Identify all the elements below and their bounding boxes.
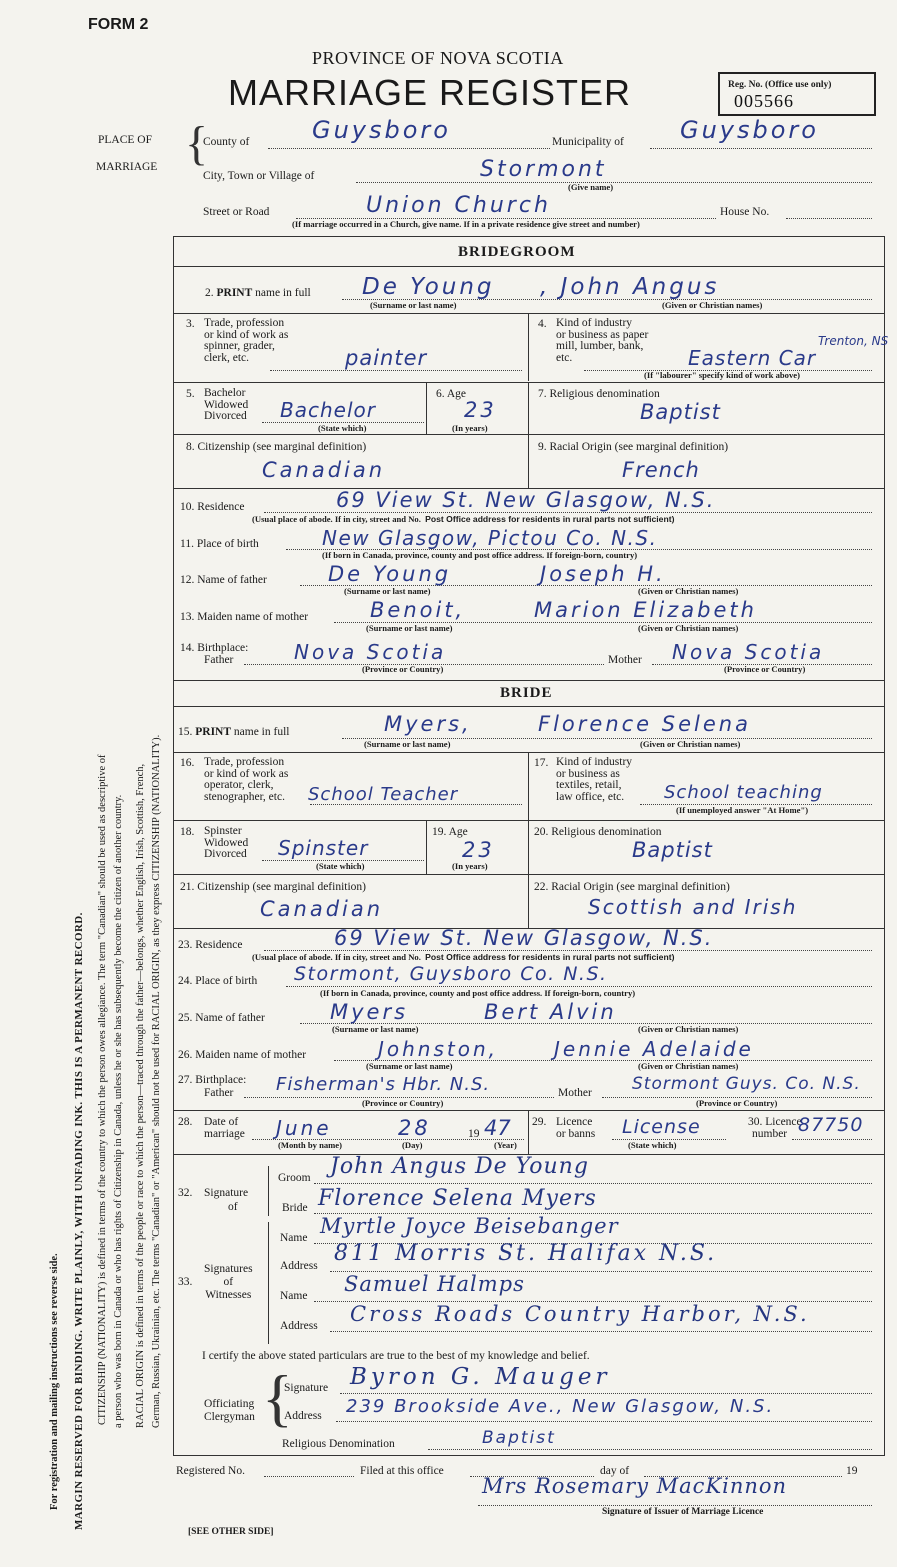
clergy-sig-label: Signature [284, 1382, 329, 1394]
groom-trade: painter [345, 346, 428, 370]
groom-industry: Eastern Car [688, 346, 817, 370]
bride-racial-label: 22. Racial Origin (see marginal definition) [534, 881, 730, 893]
groom-birth-label: 11. Place of birth [180, 538, 259, 550]
day-of-label: day of [600, 1465, 630, 1477]
city-label: City, Town or Village of [203, 170, 315, 182]
city-hint: (Give name) [568, 182, 614, 192]
bride-status: Spinster [278, 836, 369, 860]
month-hint: (Month by name) [278, 1140, 342, 1150]
margin-citizenship-2: a person who was born in Canada or who has rights of Citizenship in Canada, unless he or she has subsequently become the citizen of another country. [113, 794, 124, 1428]
groom-industry-hint: (If "labourer" specify kind of work above) [644, 370, 800, 380]
reg-number-label: Reg. No. (Office use only) [728, 80, 832, 90]
bride-bp-label: 27. Birthplace: [178, 1074, 247, 1086]
q28-number: 28. [178, 1116, 193, 1128]
groom-bp-father-hint: (Province or Country) [362, 664, 444, 674]
place-brace: { [185, 117, 209, 170]
groom-industry-extra: Trenton, NS [818, 334, 889, 348]
groom-father-surname-hint: (Surname or last name) [344, 586, 431, 596]
bride-citizenship: Canadian [260, 897, 384, 921]
bride-father-given-hint: (Given or Christian names) [638, 1024, 739, 1034]
groom-racial: French [622, 458, 700, 482]
bride-residence-hint: (Usual place of abode. If in city, street and No. Post Office address for residents in rural parts not sufficient) [252, 952, 675, 962]
groom-age-hint: (In years) [452, 423, 488, 433]
bride-bp-mother-label: Mother [558, 1087, 592, 1099]
w2-name: Samuel Halmps [344, 1272, 525, 1296]
reg-number: 005566 [734, 91, 794, 111]
bridegroom-header: BRIDEGROOM [458, 244, 576, 260]
bride-birth-line [286, 986, 872, 987]
margin-racial-1: RACIAL ORIGIN is defined in terms of the people or race to which the person—traced through the father—belongs, whether English, Irish, Scottish, French, [135, 763, 146, 1428]
bride-mother-label: 26. Maiden name of mother [178, 1049, 307, 1061]
w1-address-label: Address [280, 1260, 318, 1272]
footer-year-prefix: 19 [846, 1465, 858, 1477]
couple-sig-label-1: Signature [204, 1187, 249, 1199]
licence-number-label-2: number [752, 1128, 788, 1140]
groom-father-given: Joseph H. [540, 562, 666, 586]
licence-type: License [622, 1116, 701, 1138]
clergy-sig-line [340, 1393, 872, 1394]
clergy-relig-label: Religious Denomination [282, 1438, 395, 1450]
groom-status: Bachelor [280, 398, 376, 422]
bride-mother-given: Jennie Adelaide [554, 1037, 754, 1061]
w2-address-label: Address [280, 1320, 318, 1332]
margin-racial-2: German, Russian, Ukrainian, etc. The terms "Canadian" or "American" should not be used for RACIAL ORIGIN, as they express CITIZENSHIP (NATIONALITY). [151, 734, 162, 1428]
groom-residence: 69 View St. New Glasgow, N.S. [336, 488, 716, 512]
margin-citizenship-1: CITIZENSHIP (NATIONALITY) is defined in terms of the country to which the person owes allegiance. The term "Canadian" should be used as descriptive of [97, 754, 108, 1425]
groom-trade-line [270, 370, 522, 371]
bride-father-given: Bert Alvin [484, 1000, 617, 1024]
bride-bp-father-hint: (Province or Country) [362, 1098, 444, 1108]
house-line [786, 218, 872, 219]
bride-birth: Stormont, Guysboro Co. N.S. [294, 963, 608, 985]
groom-mother-label: 13. Maiden name of mother [180, 611, 309, 623]
w1-name: Myrtle Joyce Beisebanger [320, 1214, 619, 1238]
groom-residence-hint: (Usual place of abode. If in city, street and No. Post Office address for residents in rural parts not sufficient) [252, 514, 675, 524]
place-label-1: PLACE OF [98, 134, 152, 146]
licence-number-line [792, 1139, 872, 1140]
q4-number: 4. [538, 318, 547, 330]
groom-mother-surname-hint: (Surname or last name) [366, 623, 453, 633]
county-label: County of [203, 136, 250, 148]
issuer-line [478, 1505, 872, 1506]
bride-religion: Baptist [632, 838, 713, 862]
groom-industry-label: Kind of industry or business as paper mill, lumber, bank, etc. [556, 317, 649, 364]
bride-racial: Scottish and Irish [588, 895, 798, 919]
municipality-label: Municipality of [552, 136, 624, 148]
province-heading: PROVINCE OF NOVA SCOTIA [312, 48, 564, 68]
groom-trade-label: Trade, profession or kind of work as spinner, grader, clerk, etc. [204, 317, 289, 364]
bride-father-surname-hint: (Surname or last name) [332, 1024, 419, 1034]
issuer-signature: Mrs Rosemary MacKinnon [482, 1474, 788, 1498]
q2-number: 2. PRINT name in full [205, 287, 311, 299]
house-label: House No. [720, 206, 770, 218]
bride-mother-surname: Johnston, [378, 1037, 499, 1061]
q18-number: 18. [180, 826, 195, 838]
groom-mother-given-hint: (Given or Christian names) [638, 623, 739, 633]
groom-birth-hint: (If born in Canada, province, county and post office address. If foreign-born, country) [322, 550, 638, 560]
q17-number: 17. [534, 757, 549, 769]
groom-residence-label: 10. Residence [180, 501, 245, 513]
groom-status-label: Bachelor Widowed Divorced [204, 387, 249, 422]
groom-birth: New Glasgow, Pictou Co. N.S. [322, 526, 658, 550]
bride-industry-label: Kind of industry or business as textiles, retail, law office, etc. [556, 756, 633, 803]
bride-trade-label: Trade, profession or kind of work as operator, clerk, stenographer, etc. [204, 756, 289, 803]
q15-number: 15. PRINT name in full [178, 726, 290, 738]
bride-sig-label: Bride [282, 1202, 308, 1214]
w1-address: 811 Morris St. Halifax N.S. [334, 1241, 718, 1266]
q5-number: 5. [186, 388, 195, 400]
groom-mother-given: Marion Elizabeth [534, 598, 757, 622]
bride-status-hint: (State which) [316, 861, 365, 871]
bride-father-surname: Myers [330, 1000, 409, 1024]
clergy-address-line [336, 1421, 872, 1422]
licence-hint: (State which) [628, 1140, 677, 1150]
bride-status-label: Spinster Widowed Divorced [204, 825, 249, 860]
q33-number: 33. [178, 1276, 193, 1288]
marriage-year-prefix: 19 [468, 1128, 480, 1140]
bride-birth-label: 24. Place of birth [178, 975, 258, 987]
groom-signature: John Angus De Young [330, 1154, 589, 1179]
bride-bp-mother: Stormont Guys. Co. N.S. [632, 1074, 861, 1094]
bride-header: BRIDE [500, 685, 553, 701]
groom-bp-mother-label: Mother [608, 654, 642, 666]
groom-bp-father-label: Father [204, 654, 234, 666]
q16-number: 16. [180, 757, 195, 769]
bride-residence: 69 View St. New Glasgow, N.S. [334, 926, 714, 950]
groom-surname-hint: (Surname or last name) [370, 300, 457, 310]
bride-father-label: 25. Name of father [178, 1012, 265, 1024]
street-label: Street or Road [203, 206, 270, 218]
bride-given-hint: (Given or Christian names) [640, 739, 741, 749]
bride-birth-hint: (If born in Canada, province, county and post office address. If foreign-born, country) [320, 988, 636, 998]
bride-trade: School Teacher [308, 784, 459, 805]
form-number: FORM 2 [88, 16, 149, 33]
year-hint: (Year) [494, 1140, 517, 1150]
w1-name-label: Name [280, 1232, 308, 1244]
marriage-month: June [276, 1116, 332, 1140]
groom-mother-surname: Benoit, [370, 598, 466, 622]
groom-surname: De Young [362, 274, 495, 300]
groom-sig-line [314, 1183, 872, 1184]
groom-racial-label: 9. Racial Origin (see marginal definition) [538, 441, 729, 453]
q3-number: 3. [186, 318, 195, 330]
bride-mother-surname-hint: (Surname or last name) [366, 1061, 453, 1071]
groom-father-label: 12. Name of father [180, 574, 267, 586]
city-line [356, 182, 872, 183]
reg-number-box [718, 72, 876, 116]
groom-religion-label: 7. Religious denomination [538, 388, 660, 400]
q32-number: 32. [178, 1187, 193, 1199]
marriage-day: 28 [398, 1116, 431, 1140]
registered-label: Registered No. [176, 1465, 245, 1477]
street-note: (If marriage occurred in a Church, give name. If in a private residence give street and number) [292, 219, 640, 229]
q29-number: 29. [532, 1116, 547, 1128]
bride-residence-label: 23. Residence [178, 939, 243, 951]
registered-line [264, 1476, 354, 1477]
couple-sig-label-2: of [228, 1201, 238, 1213]
clergy-brace: { [262, 1362, 293, 1433]
bride-surname-hint: (Surname or last name) [364, 739, 451, 749]
clergy-relig-line [428, 1449, 872, 1450]
licence-label: Licence or banns [556, 1116, 596, 1140]
groom-sig-label: Groom [278, 1172, 311, 1184]
clergy-address: 239 Brookside Ave., New Glasgow, N.S. [346, 1396, 775, 1417]
w2-address-line [330, 1331, 872, 1332]
groom-age-label: 6. Age [436, 388, 467, 400]
w2-address: Cross Roads Country Harbor, N.S. [350, 1302, 810, 1326]
bride-industry: School teaching [664, 782, 823, 803]
see-other-side: [SEE OTHER SIDE] [188, 1527, 274, 1537]
municipality-line [650, 148, 872, 149]
bride-mother-given-hint: (Given or Christian names) [638, 1061, 739, 1071]
groom-religion: Baptist [640, 400, 721, 424]
bride-residence-line [264, 950, 872, 951]
bride-citizenship-label: 21. Citizenship (see marginal definition) [180, 881, 366, 893]
licence-number-label: 30. Licence [748, 1116, 802, 1128]
binding-margin [0, 0, 170, 1567]
county-line [268, 148, 550, 149]
margin-binding-notice: MARGIN RESERVED FOR BINDING. WRITE PLAINLY, WITH UNFADING INK. THIS IS A PERMANENT RECORD. [73, 912, 85, 1530]
county-value: Guysboro [312, 116, 451, 144]
groom-given: , John Angus [540, 274, 720, 300]
issuer-label: Signature of Issuer of Marriage Licence [602, 1507, 764, 1517]
clergy-signature: Byron G. Mauger [350, 1364, 611, 1390]
certify-statement: I certify the above stated particulars are true to the best of my knowledge and belief. [202, 1350, 590, 1362]
page-title: MARRIAGE REGISTER [228, 72, 632, 113]
marriage-year: 47 [484, 1116, 511, 1140]
groom-bp-father: Nova Scotia [294, 640, 447, 664]
margin-instructions: For registration and mailing instructions see reverse side. [49, 1253, 60, 1510]
clergy-religion: Baptist [482, 1428, 556, 1448]
municipality-value: Guysboro [680, 116, 819, 144]
groom-age: 23 [464, 398, 497, 422]
bride-bp-father: Fisherman's Hbr. N.S. [276, 1074, 491, 1095]
groom-bp-label: 14. Birthplace: [180, 642, 249, 654]
place-label-2: MARRIAGE [96, 161, 158, 173]
w2-name-label: Name [280, 1290, 308, 1302]
filed-label: Filed at this office [360, 1465, 444, 1477]
groom-citizenship: Canadian [262, 458, 386, 482]
day-hint: (Day) [402, 1140, 423, 1150]
bride-given: Florence Selena [538, 712, 751, 736]
bride-bp-mother-hint: (Province or Country) [696, 1098, 778, 1108]
groom-bp-mother: Nova Scotia [672, 640, 825, 664]
bride-age-label: 19. Age [432, 826, 468, 838]
bride-religion-label: 20. Religious denomination [534, 826, 662, 838]
licence-number: 87750 [798, 1114, 864, 1136]
bride-signature: Florence Selena Myers [318, 1186, 597, 1211]
bride-age: 23 [462, 838, 495, 862]
city-value: Stormont [480, 157, 607, 182]
groom-citizenship-label: 8. Citizenship (see marginal definition) [186, 441, 367, 453]
marriage-date-label: Date of marriage [204, 1116, 245, 1140]
bride-industry-hint: (If unemployed answer "At Home") [676, 805, 809, 815]
groom-bp-mother-hint: (Province or Country) [724, 664, 806, 674]
bride-age-hint: (In years) [452, 861, 488, 871]
street-value: Union Church [366, 193, 551, 218]
groom-father-surname: De Young [328, 562, 452, 586]
bride-bp-father-label: Father [204, 1087, 234, 1099]
groom-residence-line [264, 512, 872, 513]
groom-given-hint: (Given or Christian names) [662, 300, 763, 310]
groom-status-hint: (State which) [318, 423, 367, 433]
groom-father-given-hint: (Given or Christian names) [638, 586, 739, 596]
clergy-label: Officiating Clergyman [204, 1398, 255, 1423]
witness-label: Signatures of Witnesses [204, 1263, 253, 1301]
clergy-address-label: Address [284, 1410, 322, 1422]
bride-surname: Myers, [384, 712, 472, 736]
